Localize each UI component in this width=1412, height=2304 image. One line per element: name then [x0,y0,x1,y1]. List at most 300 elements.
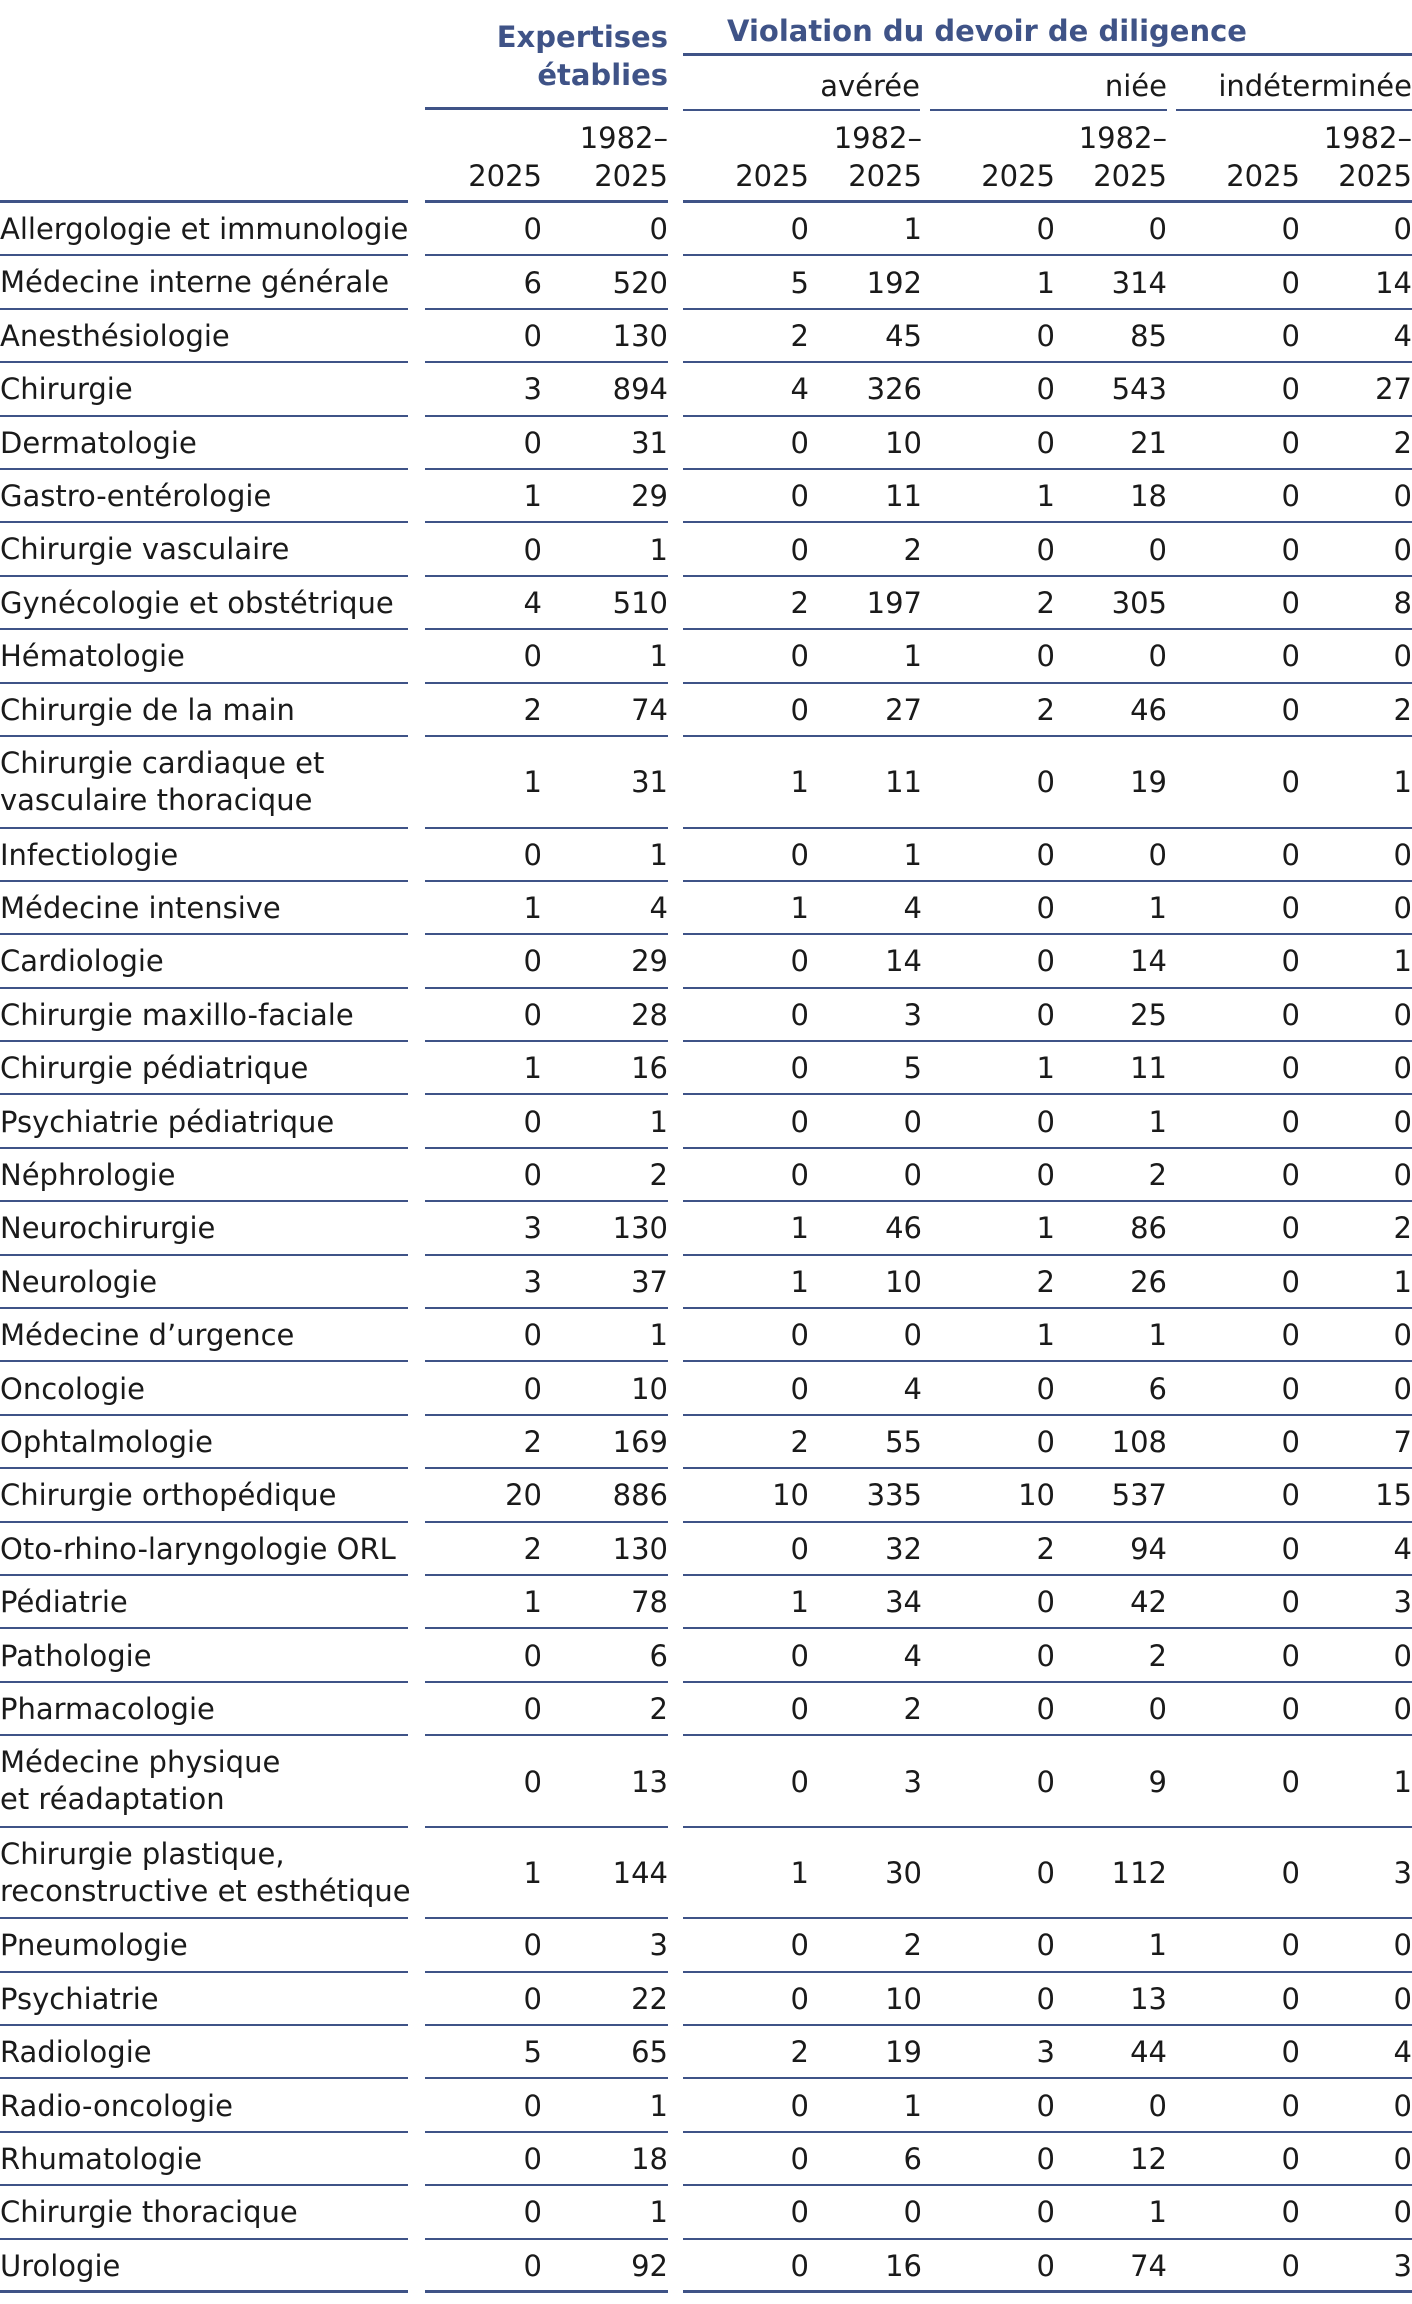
cell-value: 0 [1036,2248,1055,2283]
cell-value: 0 [790,1692,809,1727]
cell-value: 0 [790,1371,809,1406]
cell-value: 25 [1130,997,1167,1032]
cell-value: 0 [1281,2248,1300,2283]
table-row [0,737,1412,829]
cell-value: 1 [649,1318,668,1353]
cell-value: 19 [885,2035,922,2070]
cell-value: 0 [903,1318,922,1353]
specialty-name [0,318,230,355]
cell-value: 1 [903,2088,922,2123]
cell-value: 0 [790,639,809,674]
cell-value: 2 [1036,692,1055,727]
cell-value: 1 [649,2088,668,2123]
cell-value: 0 [1036,837,1055,872]
cell-value: 112 [1111,1856,1167,1891]
table-row [0,630,1412,683]
cell-value: 0 [1393,1928,1412,1963]
table-row [0,1256,1412,1309]
cell-value: 0 [523,1104,542,1139]
header-averee: avérée [820,69,920,103]
rule-violation-group [683,53,1412,56]
cell-value: 85 [1130,318,1167,353]
cell-value: 1 [903,212,922,247]
cell-value: 3 [649,1928,668,1963]
specialty-name-line: Cardiologie [0,944,164,979]
cell-value: 2 [790,2035,809,2070]
header-violation: Violation du devoir de diligence [727,14,1247,48]
specialty-name-line: Gynécologie et obstétrique [0,585,394,620]
specialty-name-line: Chirurgie cardiaque et [0,746,325,780]
specialty-name-line: Médecine intensive [0,890,281,925]
cell-value: 0 [523,2142,542,2177]
cell-value: 2 [1036,1531,1055,1566]
cell-value: 0 [1393,1104,1412,1139]
cell-value: 0 [1281,944,1300,979]
cell-value: 0 [523,1928,542,1963]
cell-value: 2 [790,1425,809,1460]
specialty-name [0,2141,202,2178]
cell-value: 9 [1148,1764,1167,1799]
cell-value: 0 [523,997,542,1032]
cell-value: 1 [790,1211,809,1246]
cell-value: 1 [790,1264,809,1299]
cell-value: 0 [523,425,542,460]
cell-value: 305 [1111,585,1167,620]
specialty-name-line: vasculaire thoracique [0,783,313,817]
cell-value: 34 [885,1585,922,1620]
cell-value: 0 [1281,2142,1300,2177]
cell-value: 10 [1018,1478,1055,1513]
cell-value: 0 [1036,997,1055,1032]
cell-value: 0 [1393,1692,1412,1727]
cell-value: 0 [523,532,542,567]
cell-value: 31 [631,765,668,800]
specialty-name-line: Allergologie et immunologie [0,212,409,246]
cell-value: 0 [790,1531,809,1566]
cell-value: 12 [1130,2142,1167,2177]
cell-value: 0 [1036,1928,1055,1963]
cell-value: 1 [1036,1318,1055,1353]
specialty-name [0,1584,128,1621]
cell-value: 0 [790,1764,809,1799]
cell-value: 1 [1393,765,1412,800]
specialty-name [0,478,271,515]
cell-value: 0 [790,944,809,979]
cell-value: 130 [612,1211,668,1246]
cell-value: 0 [1281,318,1300,353]
cell-value: 0 [1036,1104,1055,1139]
cell-value: 5 [790,265,809,300]
specialty-name-line: Ophtalmologie [0,1424,213,1459]
cell-value: 537 [1111,1478,1167,1513]
specialty-name [0,1744,280,1818]
cell-value: 30 [885,1856,922,1891]
cell-value: 0 [1281,765,1300,800]
table-row [0,882,1412,935]
cell-value: 0 [1281,997,1300,1032]
specialty-name [0,264,389,301]
cell-value: 0 [523,639,542,674]
table-row [0,2240,1412,2293]
cell-value: 0 [790,692,809,727]
cell-value: 18 [1130,479,1167,514]
table-row [0,2186,1412,2239]
cell-value: 10 [631,1371,668,1406]
cell-value: 0 [790,1981,809,2016]
table-row [0,829,1412,882]
cell-value: 0 [1281,2088,1300,2123]
cell-value: 10 [885,425,922,460]
cell-value: 1 [790,891,809,926]
cell-value: 0 [1148,212,1167,247]
cell-value: 74 [631,692,668,727]
specialty-name [0,1531,396,1568]
cell-value: 0 [1281,639,1300,674]
cell-value: 4 [649,891,668,926]
cell-value: 1 [523,1585,542,1620]
cell-value: 0 [1281,2195,1300,2230]
specialty-name-line: Pneumologie [0,1928,188,1963]
table-row [0,1202,1412,1255]
cell-value: 14 [1375,265,1412,300]
cell-value: 0 [790,1158,809,1193]
cell-value: 0 [1281,1692,1300,1727]
cell-value: 0 [790,479,809,514]
cell-value: 1 [649,837,668,872]
cell-value: 0 [1281,1764,1300,1799]
specialty-name-line: Chirurgie orthopédique [0,1478,337,1513]
cell-value: 46 [885,1211,922,1246]
specialty-name-line: Médecine physique [0,1745,281,1780]
cell-value: 4 [903,1638,922,1673]
cell-value: 894 [612,372,668,407]
cell-value: 4 [1393,2035,1412,2070]
table-row [0,203,1412,256]
cell-value: 0 [1036,1638,1055,1673]
cell-value: 4 [1393,1531,1412,1566]
cell-value: 37 [631,1264,668,1299]
table-row [0,1919,1412,1972]
cell-value: 0 [1281,212,1300,247]
cell-value: 0 [903,2195,922,2230]
cell-value: 0 [1148,532,1167,567]
specialty-name [0,1424,213,1461]
cell-value: 0 [790,997,809,1032]
cell-value: 510 [612,585,668,620]
cell-value: 0 [1281,1371,1300,1406]
table-row [0,1973,1412,2026]
cell-value: 0 [790,2195,809,2230]
cell-value: 0 [790,425,809,460]
specialty-name [0,745,324,819]
cell-value: 1 [523,765,542,800]
cell-value: 1 [1036,479,1055,514]
cell-value: 2 [1393,1211,1412,1246]
cell-value: 0 [1036,1764,1055,1799]
cell-value: 0 [903,1104,922,1139]
header-expertises-line2: établies [537,58,668,92]
specialty-name [0,890,281,927]
year-range-line2: 2025 [1338,159,1412,193]
cell-value: 0 [523,944,542,979]
table-row [0,1309,1412,1362]
cell-value: 144 [612,1856,668,1891]
cell-value: 2 [1148,1638,1167,1673]
cell-value: 0 [523,1318,542,1353]
cell-value: 0 [1036,891,1055,926]
table-row [0,989,1412,1042]
cell-value: 0 [1393,1158,1412,1193]
cell-value: 2 [1036,1264,1055,1299]
specialty-name [0,1104,334,1141]
specialty-name-line: Chirurgie pédiatrique [0,1051,309,1086]
specialty-name-line: Pharmacologie [0,1691,215,1726]
cell-value: 0 [1281,692,1300,727]
cell-value: 1 [1036,1211,1055,1246]
cell-value: 2 [649,1692,668,1727]
cell-value: 0 [1281,1318,1300,1353]
cell-value: 197 [866,585,922,620]
cell-value: 0 [1281,479,1300,514]
cell-value: 0 [790,1638,809,1673]
cell-value: 1 [790,1585,809,1620]
cell-value: 0 [1281,1585,1300,1620]
table-row [0,1736,1412,1828]
cell-value: 14 [1130,944,1167,979]
cell-value: 1 [1148,1104,1167,1139]
cell-value: 0 [1281,1104,1300,1139]
specialty-name [0,1264,157,1301]
cell-value: 0 [790,1928,809,1963]
cell-value: 1 [790,1856,809,1891]
cell-value: 0 [523,1371,542,1406]
table-row [0,2133,1412,2186]
rule-averee [683,109,920,111]
cell-value: 0 [523,1981,542,2016]
cell-value: 0 [1148,639,1167,674]
cell-value: 2 [1148,1158,1167,1193]
cell-value: 0 [1036,2088,1055,2123]
row-divider [0,2290,408,2293]
cell-value: 78 [631,1585,668,1620]
year-range-expertises [580,119,668,195]
cell-value: 94 [1130,1531,1167,1566]
cell-value: 15 [1375,1478,1412,1513]
specialty-name-line: Radiologie [0,2035,152,2070]
cell-value: 0 [523,212,542,247]
table-row [0,684,1412,737]
cell-value: 6 [1148,1371,1167,1406]
specialty-name-line: Chirurgie plastique, [0,1836,285,1871]
header-indeterminee: indéterminée [1218,69,1412,103]
rule-expertises-group [425,107,668,110]
cell-value: 2 [1036,585,1055,620]
table-row [0,363,1412,416]
specialty-name [0,1691,215,1728]
cell-value: 0 [1036,1158,1055,1193]
table-row [0,1576,1412,1629]
cell-value: 0 [1393,479,1412,514]
cell-value: 0 [1281,532,1300,567]
specialty-name [0,1477,336,1514]
table-row [0,1683,1412,1736]
cell-value: 0 [1393,639,1412,674]
year-2025-expertises: 2025 [468,159,542,193]
cell-value: 0 [1281,1638,1300,1673]
year-range-averee [834,119,922,195]
cell-value: 0 [1281,1051,1300,1086]
cell-value: 2 [523,692,542,727]
cell-value: 0 [523,837,542,872]
cell-value: 1 [649,1104,668,1139]
cell-value: 10 [772,1478,809,1513]
cell-value: 27 [1375,372,1412,407]
cell-value: 0 [1393,532,1412,567]
specialty-name [0,837,178,874]
cell-value: 11 [1130,1051,1167,1086]
specialty-name-line: Psychiatrie pédiatrique [0,1104,335,1139]
row-divider [425,2290,668,2293]
cell-value: 1 [1148,1928,1167,1963]
cell-value: 0 [1036,212,1055,247]
specialty-name-line: Hématologie [0,639,185,674]
cell-value: 2 [790,318,809,353]
cell-value: 0 [1281,837,1300,872]
cell-value: 0 [790,1051,809,1086]
cell-value: 3 [903,1764,922,1799]
cell-value: 1 [1148,1318,1167,1353]
cell-value: 2 [523,1531,542,1566]
cell-value: 2 [1393,692,1412,727]
year-range-line1: 1982– [833,121,922,155]
cell-value: 2 [903,1692,922,1727]
cell-value: 21 [1130,425,1167,460]
cell-value: 0 [1281,1856,1300,1891]
table-row [0,1149,1412,1202]
table-row [0,577,1412,630]
cell-value: 4 [1393,318,1412,353]
cell-value: 0 [1393,837,1412,872]
specialty-name [0,1210,215,1247]
cell-value: 0 [1281,1264,1300,1299]
cell-value: 1 [1393,944,1412,979]
cell-value: 3 [523,1264,542,1299]
cell-value: 4 [903,1371,922,1406]
cell-value: 0 [523,1158,542,1193]
cell-value: 0 [523,2248,542,2283]
cell-value: 0 [790,1318,809,1353]
cell-value: 10 [885,1981,922,2016]
cell-value: 0 [1148,1692,1167,1727]
table-row [0,256,1412,309]
specialty-name-line: Chirurgie vasculaire [0,532,290,567]
cell-value: 0 [1036,1692,1055,1727]
year-range-line2: 2025 [848,159,922,193]
cell-value: 42 [1130,1585,1167,1620]
cell-value: 3 [1393,1585,1412,1620]
cell-value: 3 [523,372,542,407]
cell-value: 0 [1393,1638,1412,1673]
specialty-name-line: Neurochirurgie [0,1211,216,1246]
cell-value: 46 [1130,692,1167,727]
cell-value: 13 [1130,1981,1167,2016]
cell-value: 1 [1393,1264,1412,1299]
cell-value: 31 [631,425,668,460]
year-range-niee [1079,119,1167,195]
cell-value: 1 [523,891,542,926]
cell-value: 192 [866,265,922,300]
specialty-name [0,531,289,568]
cell-value: 0 [1393,2088,1412,2123]
cell-value: 0 [1036,1425,1055,1460]
cell-value: 92 [631,2248,668,2283]
cell-value: 20 [505,1478,542,1513]
cell-value: 22 [631,1981,668,2016]
year-2025-indeterminee: 2025 [1226,159,1300,193]
cell-value: 0 [1393,1051,1412,1086]
cell-value: 0 [1036,765,1055,800]
year-range-line1: 1982– [579,121,668,155]
specialty-name-line: Chirurgie de la main [0,692,295,727]
cell-value: 0 [1281,1928,1300,1963]
cell-value: 0 [1393,2195,1412,2230]
cell-value: 10 [885,1264,922,1299]
year-range-indeterminee [1324,119,1412,195]
cell-value: 14 [885,944,922,979]
cell-value: 0 [523,1692,542,1727]
cell-value: 1 [649,532,668,567]
specialty-name-line: Pathologie [0,1638,152,1673]
cell-value: 5 [523,2035,542,2070]
cell-value: 29 [631,944,668,979]
specialty-name-line: Rhumatologie [0,2141,203,2176]
specialty-name-line: Médecine interne générale [0,265,390,300]
table-row [0,1363,1412,1416]
cell-value: 11 [885,479,922,514]
year-2025-averee: 2025 [735,159,809,193]
cell-value: 1 [1393,1764,1412,1799]
cell-value: 543 [1111,372,1167,407]
cell-value: 0 [1281,891,1300,926]
cell-value: 0 [1281,372,1300,407]
cell-value: 2 [523,1425,542,1460]
specialty-name [0,1050,308,1087]
cell-value: 1 [649,2195,668,2230]
specialty-name [0,371,133,408]
cell-value: 26 [1130,1264,1167,1299]
cell-value: 3 [1393,2248,1412,2283]
cell-value: 0 [1281,425,1300,460]
rule-indeterminee [1176,109,1412,111]
cell-value: 3 [1393,1856,1412,1891]
cell-value: 1 [1148,2195,1167,2230]
cell-value: 0 [1036,1585,1055,1620]
cell-value: 65 [631,2035,668,2070]
cell-value: 0 [1281,265,1300,300]
year-2025-niee: 2025 [981,159,1055,193]
cell-value: 0 [1281,2035,1300,2070]
header-niee: niée [1104,69,1167,103]
cell-value: 0 [790,532,809,567]
specialty-name-line: et réadaptation [0,1782,225,1817]
cell-value: 74 [1130,2248,1167,2283]
cell-value: 27 [885,692,922,727]
rule-niee [930,109,1167,111]
specialty-name [0,997,354,1034]
cell-value: 0 [523,318,542,353]
cell-value: 0 [1393,997,1412,1032]
header-expertises-line1: Expertises [496,20,668,54]
